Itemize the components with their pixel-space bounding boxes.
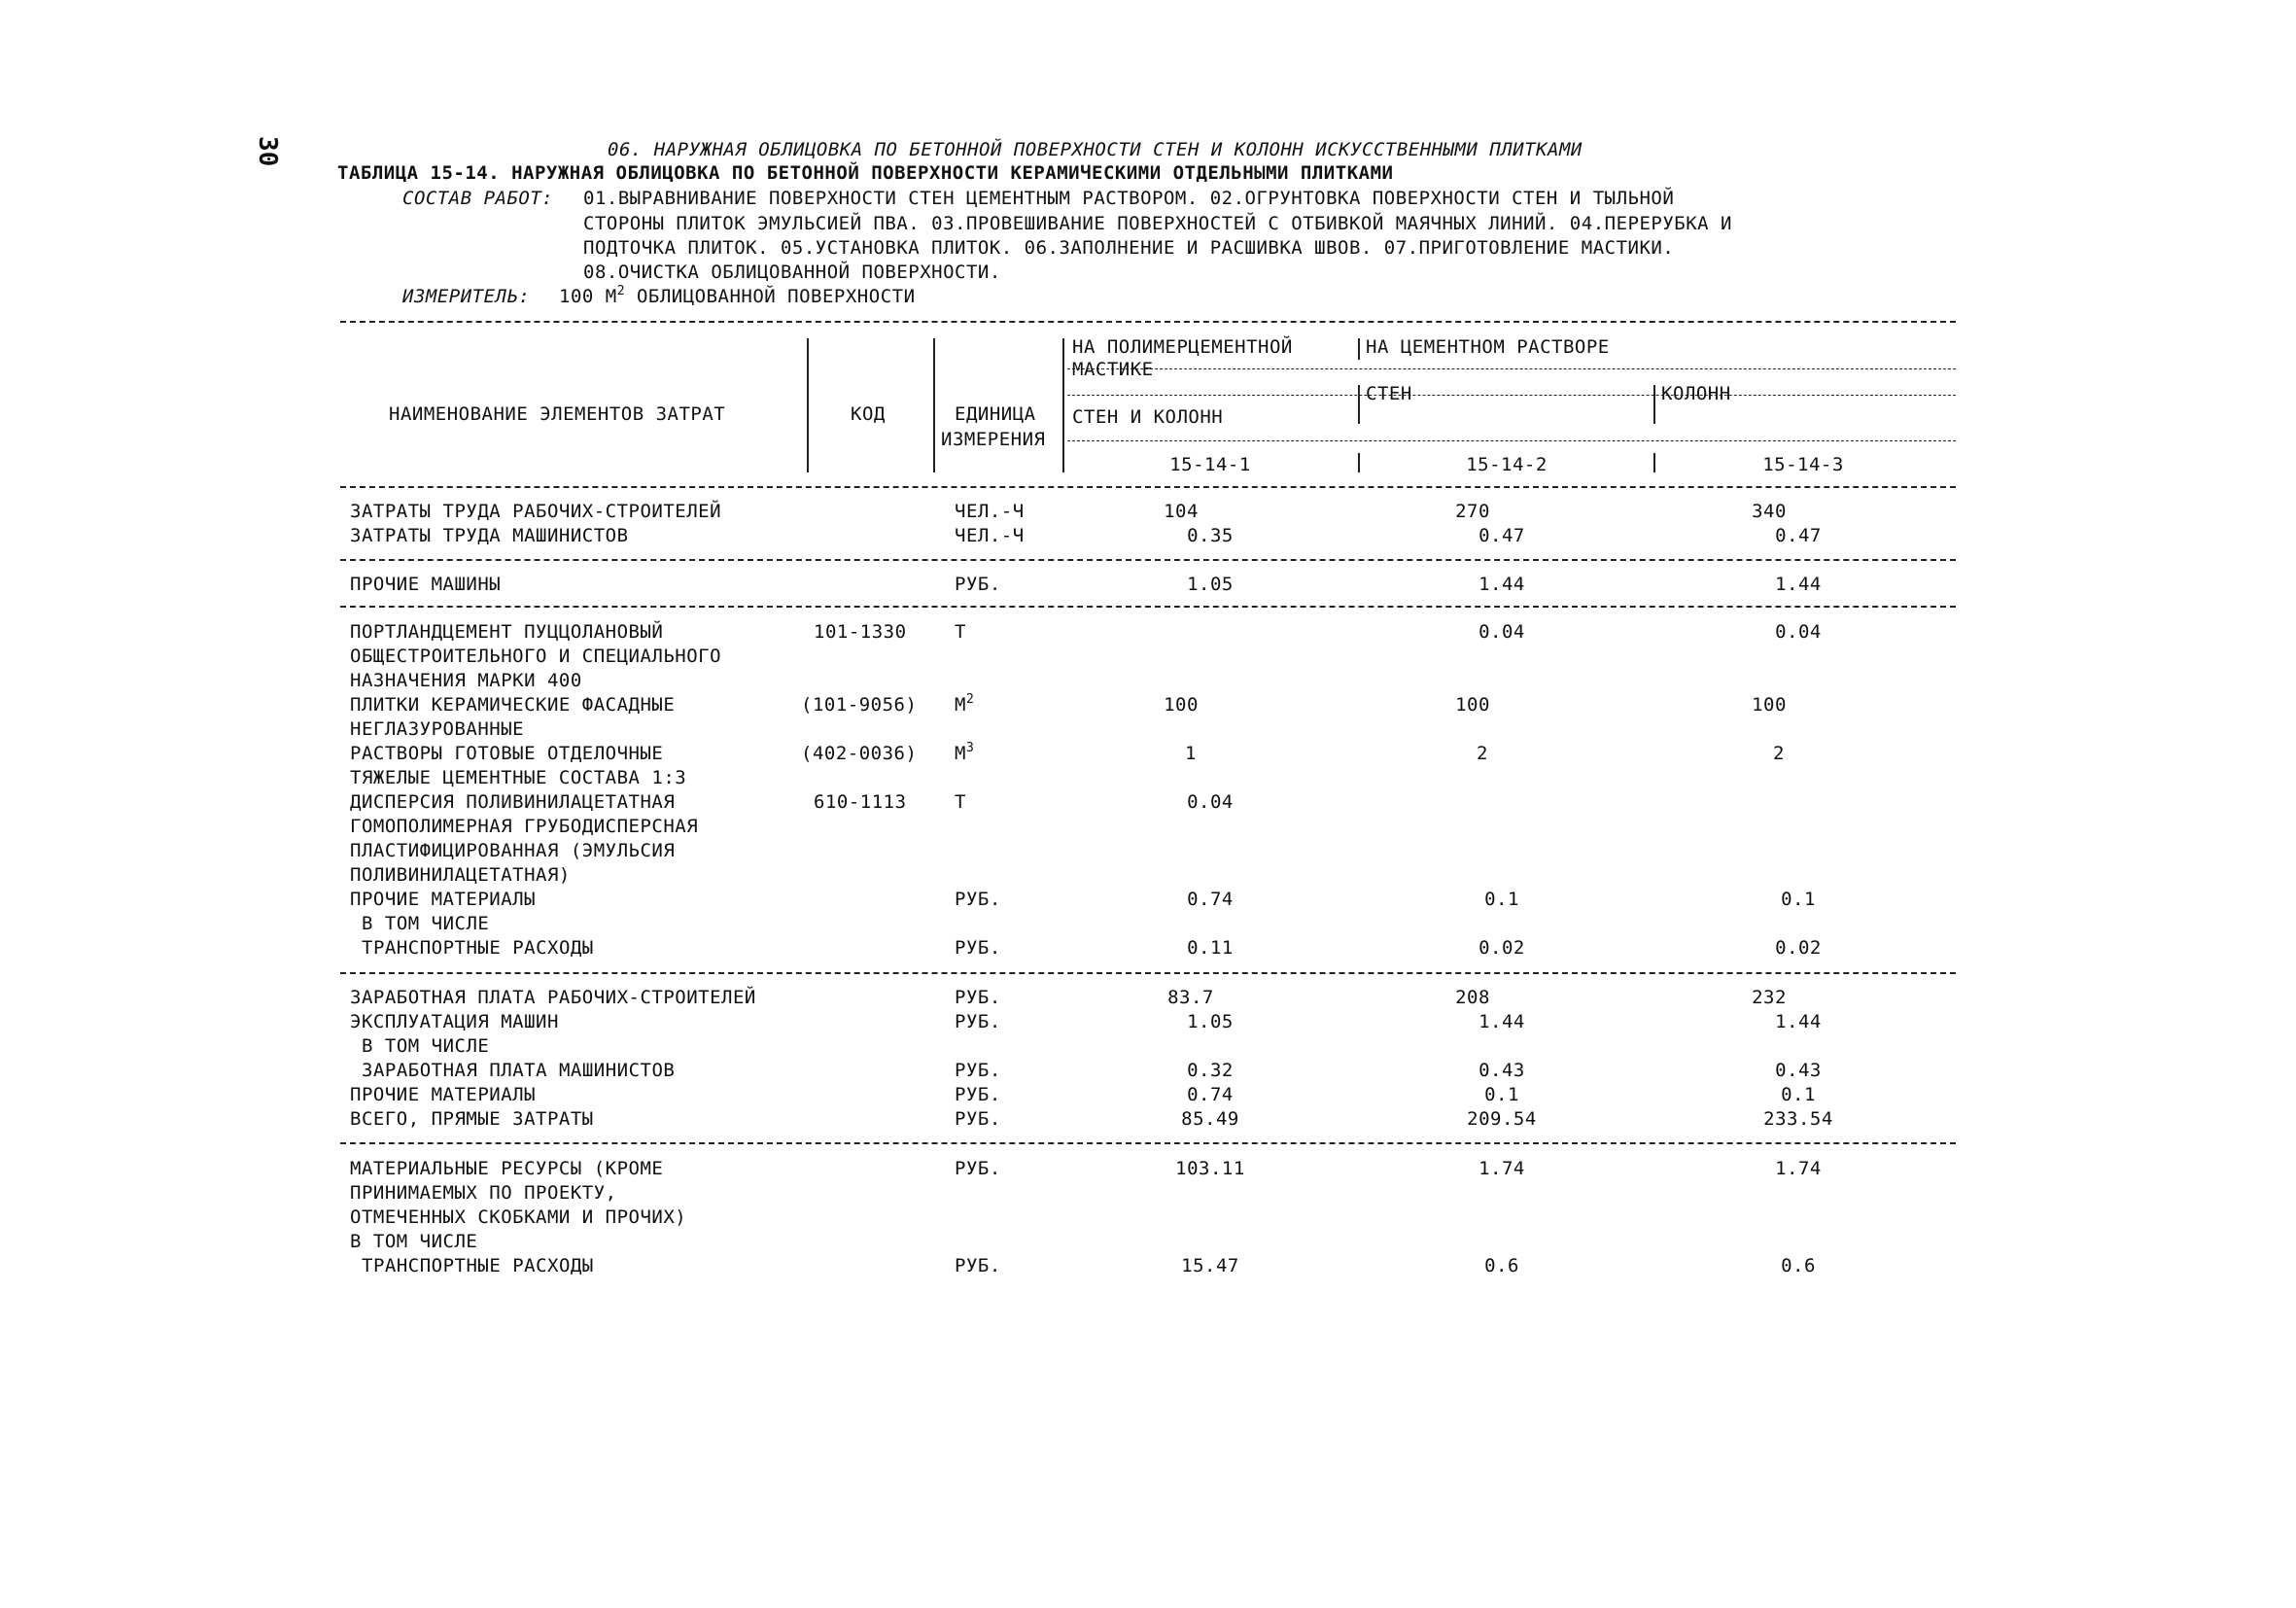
row-name: В ТОМ ЧИСЛЕ	[362, 913, 490, 934]
row-value-2: 0.43	[1478, 1060, 1525, 1081]
row-name: В ТОМ ЧИСЛЕ	[350, 1231, 478, 1252]
row-name: ДИСПЕРСИЯ ПОЛИВИНИЛАЦЕТАТНАЯ	[350, 791, 676, 813]
row-value-2: 1.74	[1478, 1158, 1525, 1179]
section-title: 06. НАРУЖНАЯ ОБЛИЦОВКА ПО БЕТОННОЙ ПОВЕРХНОСТИ СТЕН И КОЛОНН ИСКУССТВЕННЫМИ ПЛИТКАМИ	[608, 139, 1583, 160]
work-line-2: СТОРОНЫ ПЛИТОК ЭМУЛЬСИЕЙ ПВА. 03.ПРОВЕШИВАНИЕ ПОВЕРХНОСТЕЙ С ОТБИВКОЙ МАЯЧНЫХ ЛИНИЙ. 04.ПЕРЕРУБКА И	[583, 213, 1732, 234]
row-value-2: 209.54	[1467, 1108, 1537, 1130]
row-unit: РУБ.	[955, 937, 1001, 959]
sep-polymer-cement	[1358, 338, 1360, 360]
work-line-3: ПОДТОЧКА ПЛИТОК. 05.УСТАНОВКА ПЛИТОК. 06.ЗАПОЛНЕНИЕ И РАСШИВКА ШВОВ. 07.ПРИГОТОВЛЕНИЕ МАСТИКИ.	[583, 237, 1675, 259]
sep-code-3-left	[1653, 453, 1655, 472]
header-code: КОД	[851, 403, 886, 425]
row-value-3: 0.43	[1775, 1060, 1822, 1081]
row-value-1: 15.47	[1181, 1255, 1239, 1276]
row-value-2: 100	[1455, 694, 1490, 716]
row-value-2: 0.6	[1484, 1255, 1519, 1276]
sep-walls-left	[1358, 385, 1360, 424]
row-value-2: 1.44	[1478, 574, 1525, 595]
work-label: СОСТАВ РАБОТ:	[402, 188, 554, 209]
rule-header-3	[1067, 440, 1956, 441]
row-value-2: 0.47	[1478, 525, 1525, 546]
row-value-2: 0.02	[1478, 937, 1525, 959]
meter-value: 100 $М^2$ ОБЛИЦОВАННОЙ ПОВЕРХНОСТИ	[559, 284, 916, 307]
row-code: (101-9056)	[801, 694, 918, 716]
rule-group-4	[340, 1142, 1956, 1144]
meter-label: ИЗМЕРИТЕЛЬ:	[402, 286, 531, 307]
header-polymer-1: НА ПОЛИМЕРЦЕМЕНТНОЙ	[1072, 336, 1293, 358]
row-name: ПЛИТКИ КЕРАМИЧЕСКИЕ ФАСАДНЫЕ	[350, 694, 676, 716]
row-unit: Т	[955, 621, 966, 643]
row-name: ЗАТРАТЫ ТРУДА РАБОЧИХ-СТРОИТЕЛЕЙ	[350, 501, 722, 522]
row-name: ТРАНСПОРТНЫЕ РАСХОДЫ	[362, 1255, 594, 1276]
row-value-2: 1.44	[1478, 1011, 1525, 1032]
row-value-1: 103.11	[1175, 1158, 1245, 1179]
sep-code-2-left	[1358, 453, 1360, 472]
row-value-1: 1.05	[1187, 1011, 1234, 1032]
row-code: 610-1113	[814, 791, 907, 813]
sep-name-code	[807, 338, 809, 472]
header-walls-and-columns: СТЕН И КОЛОНН	[1072, 406, 1224, 428]
header-name: НАИМЕНОВАНИЕ ЭЛЕМЕНТОВ ЗАТРАТ	[389, 403, 726, 425]
header-columns: КОЛОНН	[1661, 383, 1731, 404]
row-unit: ЧЕЛ.-Ч	[955, 525, 1025, 546]
rule-group-2	[340, 606, 1956, 608]
row-value-1: 0.74	[1187, 1084, 1234, 1105]
row-unit: РУБ.	[955, 1108, 1001, 1130]
row-name: ПРИНИМАЕМЫХ ПО ПРОЕКТУ,	[350, 1182, 617, 1204]
row-value-1: 1	[1185, 743, 1197, 764]
row-name: ПРОЧИЕ МАТЕРИАЛЫ	[350, 1084, 537, 1105]
rule-header-1	[1067, 368, 1956, 369]
row-name: ОБЩЕСТРОИТЕЛЬНОГО И СПЕЦИАЛЬНОГО	[350, 646, 722, 667]
sep-unit-values	[1062, 338, 1064, 472]
row-unit: РУБ.	[955, 889, 1001, 910]
row-unit: РУБ.	[955, 574, 1001, 595]
header-code-2: 15-14-2	[1466, 454, 1548, 475]
row-name: ПОРТЛАНДЦЕМЕНТ ПУЦЦОЛАНОВЫЙ	[350, 621, 664, 643]
header-walls: СТЕН	[1366, 383, 1412, 404]
row-name: ПРОЧИЕ МАШИНЫ	[350, 574, 502, 595]
table-title: ТАБЛИЦА 15-14. НАРУЖНАЯ ОБЛИЦОВКА ПО БЕТОННОЙ ПОВЕРХНОСТИ КЕРАМИЧЕСКИМИ ОТДЕЛЬНЫМИ ПЛИТКАМИ	[337, 162, 1394, 184]
sep-columns-left	[1653, 385, 1655, 424]
row-name: ЗАТРАТЫ ТРУДА МАШИНИСТОВ	[350, 525, 629, 546]
row-unit: РУБ.	[955, 987, 1001, 1008]
row-name: РАСТВОРЫ ГОТОВЫЕ ОТДЕЛОЧНЫЕ	[350, 743, 664, 764]
page-number: 30	[253, 136, 282, 167]
row-name: НАЗНАЧЕНИЯ МАРКИ 400	[350, 670, 582, 691]
row-unit: РУБ.	[955, 1255, 1001, 1276]
row-code: (402-0036)	[801, 743, 918, 764]
row-name: НЕГЛАЗУРОВАННЫЕ	[350, 718, 525, 740]
row-value-3: 1.44	[1775, 1011, 1822, 1032]
header-cement: НА ЦЕМЕНТНОМ РАСТВОРЕ	[1366, 336, 1610, 358]
row-value-3: 0.1	[1781, 1084, 1816, 1105]
row-value-1: 83.7	[1167, 987, 1214, 1008]
row-value-3: 0.1	[1781, 889, 1816, 910]
sep-code-unit	[933, 338, 935, 472]
row-value-2: 270	[1455, 501, 1490, 522]
work-line-1: 01.ВЫРАВНИВАНИЕ ПОВЕРХНОСТИ СТЕН ЦЕМЕНТНЫМ РАСТВОРОМ. 02.ОГРУНТОВКА ПОВЕРХНОСТИ СТЕН И ТЫЛЬНОЙ	[583, 188, 1675, 209]
rule-header-2	[1067, 395, 1956, 396]
row-value-1: 0.35	[1187, 525, 1234, 546]
row-unit: РУБ.	[955, 1060, 1001, 1081]
row-unit: РУБ.	[955, 1084, 1001, 1105]
row-unit: $М^2$	[955, 692, 975, 716]
row-value-3: 100	[1752, 694, 1787, 716]
row-name: ЗАРАБОТНАЯ ПЛАТА МАШИНИСТОВ	[362, 1060, 676, 1081]
row-name: ПРОЧИЕ МАТЕРИАЛЫ	[350, 889, 537, 910]
row-value-3: 0.47	[1775, 525, 1822, 546]
row-value-3: 2	[1773, 743, 1785, 764]
row-name: МАТЕРИАЛЬНЫЕ РЕСУРСЫ (КРОМЕ	[350, 1158, 664, 1179]
row-unit: РУБ.	[955, 1158, 1001, 1179]
row-name: В ТОМ ЧИСЛЕ	[362, 1035, 490, 1057]
row-value-2: 208	[1455, 987, 1490, 1008]
header-unit-1: ЕДИНИЦА	[955, 403, 1036, 425]
row-unit: ЧЕЛ.-Ч	[955, 501, 1025, 522]
row-value-1: 85.49	[1181, 1108, 1239, 1130]
row-value-3: 1.44	[1775, 574, 1822, 595]
row-name: ТРАНСПОРТНЫЕ РАСХОДЫ	[362, 937, 594, 959]
row-unit: Т	[955, 791, 966, 813]
row-name: ЭКСПЛУАТАЦИЯ МАШИН	[350, 1011, 559, 1032]
header-code-3: 15-14-3	[1762, 454, 1844, 475]
row-value-1: 104	[1164, 501, 1199, 522]
rule-group-3	[340, 972, 1956, 974]
row-value-2: 0.04	[1478, 621, 1525, 643]
row-value-3: 232	[1752, 987, 1787, 1008]
row-value-1: 0.11	[1187, 937, 1234, 959]
row-value-2: 0.1	[1484, 1084, 1519, 1105]
row-value-1: 0.32	[1187, 1060, 1234, 1081]
row-value-3: 340	[1752, 501, 1787, 522]
row-value-1: 0.04	[1187, 791, 1234, 813]
row-value-3: 1.74	[1775, 1158, 1822, 1179]
row-name: ВСЕГО, ПРЯМЫЕ ЗАТРАТЫ	[350, 1108, 594, 1130]
header-unit-2: ИЗМЕРЕНИЯ	[941, 429, 1046, 450]
row-value-3: 0.04	[1775, 621, 1822, 643]
row-value-1: 1.05	[1187, 574, 1234, 595]
row-name: ЗАРАБОТНАЯ ПЛАТА РАБОЧИХ-СТРОИТЕЛЕЙ	[350, 987, 756, 1008]
row-value-1: 0.74	[1187, 889, 1234, 910]
row-value-3: 0.02	[1775, 937, 1822, 959]
rule-header-bottom	[340, 486, 1956, 488]
row-value-1: 100	[1164, 694, 1199, 716]
row-name: ГОМОПОЛИМЕРНАЯ ГРУБОДИСПЕРСНАЯ	[350, 816, 699, 837]
header-code-1: 15-14-1	[1169, 454, 1251, 475]
rule-group-1	[340, 559, 1956, 561]
row-unit: РУБ.	[955, 1011, 1001, 1032]
row-value-2: 0.1	[1484, 889, 1519, 910]
row-value-3: 233.54	[1763, 1108, 1833, 1130]
row-value-2: 2	[1477, 743, 1488, 764]
row-name: ТЯЖЕЛЫЕ ЦЕМЕНТНЫЕ СОСТАВА 1:3	[350, 767, 687, 788]
row-name: ОТМЕЧЕННЫХ СКОБКАМИ И ПРОЧИХ)	[350, 1206, 687, 1228]
header-polymer-2: МАСТИКЕ	[1072, 359, 1154, 380]
row-value-3: 0.6	[1781, 1255, 1816, 1276]
row-unit: $М^3$	[955, 741, 975, 764]
row-code: 101-1330	[814, 621, 907, 643]
rule-top	[340, 321, 1956, 323]
row-name: ПЛАСТИФИЦИРОВАННАЯ (ЭМУЛЬСИЯ	[350, 840, 676, 861]
work-line-4: 08.ОЧИСТКА ОБЛИЦОВАННОЙ ПОВЕРХНОСТИ.	[583, 262, 1001, 283]
row-name: ПОЛИВИНИЛАЦЕТАТНАЯ)	[350, 864, 571, 886]
